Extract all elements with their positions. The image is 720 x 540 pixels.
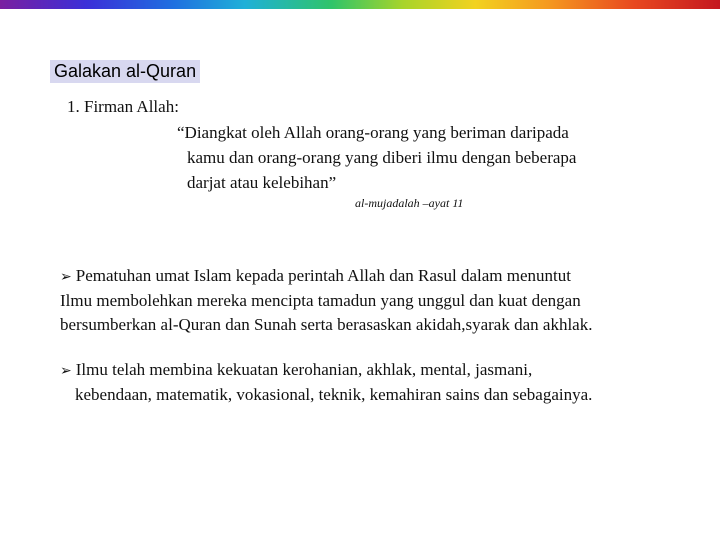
slide-title: Galakan al-Quran xyxy=(50,60,200,83)
bullet-line: kebendaan, matematik, vokasional, teknik, kemahiran sains dan sebagainya. xyxy=(75,385,593,404)
arrow-bullet-icon: ➢ xyxy=(60,363,72,379)
quranic-quote xyxy=(177,120,677,195)
bullet-text: Ilmu telah membina kekuatan kerohanian, akhlak, mental, jasmani, xyxy=(75,360,533,379)
bullet-line xyxy=(60,358,700,383)
bullet-line: Ilmu membolehkan mereka mencipta tamadun yang unggul dan kuat dengan xyxy=(60,291,581,310)
bullet-paragraph xyxy=(60,358,700,407)
quote-line: “Diangkat oleh Allah orang-orang yang beriman daripada xyxy=(177,123,569,142)
bullet-paragraph xyxy=(60,264,700,337)
rainbow-header-bar xyxy=(0,0,720,9)
bullet-text: Pematuhan umat Islam kepada perintah Allah dan Rasul dalam menuntut xyxy=(75,266,571,285)
section-heading: 1. Firman Allah: xyxy=(67,97,179,116)
quote-citation: al-mujadalah –ayat 11 xyxy=(355,196,464,210)
bullet-line: bersumberkan al-Quran dan Sunah serta berasaskan akidah,syarak dan akhlak. xyxy=(60,315,593,334)
quote-line: kamu dan orang-orang yang diberi ilmu dengan beberapa xyxy=(187,148,577,167)
arrow-bullet-icon: ➢ xyxy=(60,269,72,285)
bullet-line xyxy=(60,264,700,289)
quote-line: darjat atau kelebihan” xyxy=(187,173,337,192)
